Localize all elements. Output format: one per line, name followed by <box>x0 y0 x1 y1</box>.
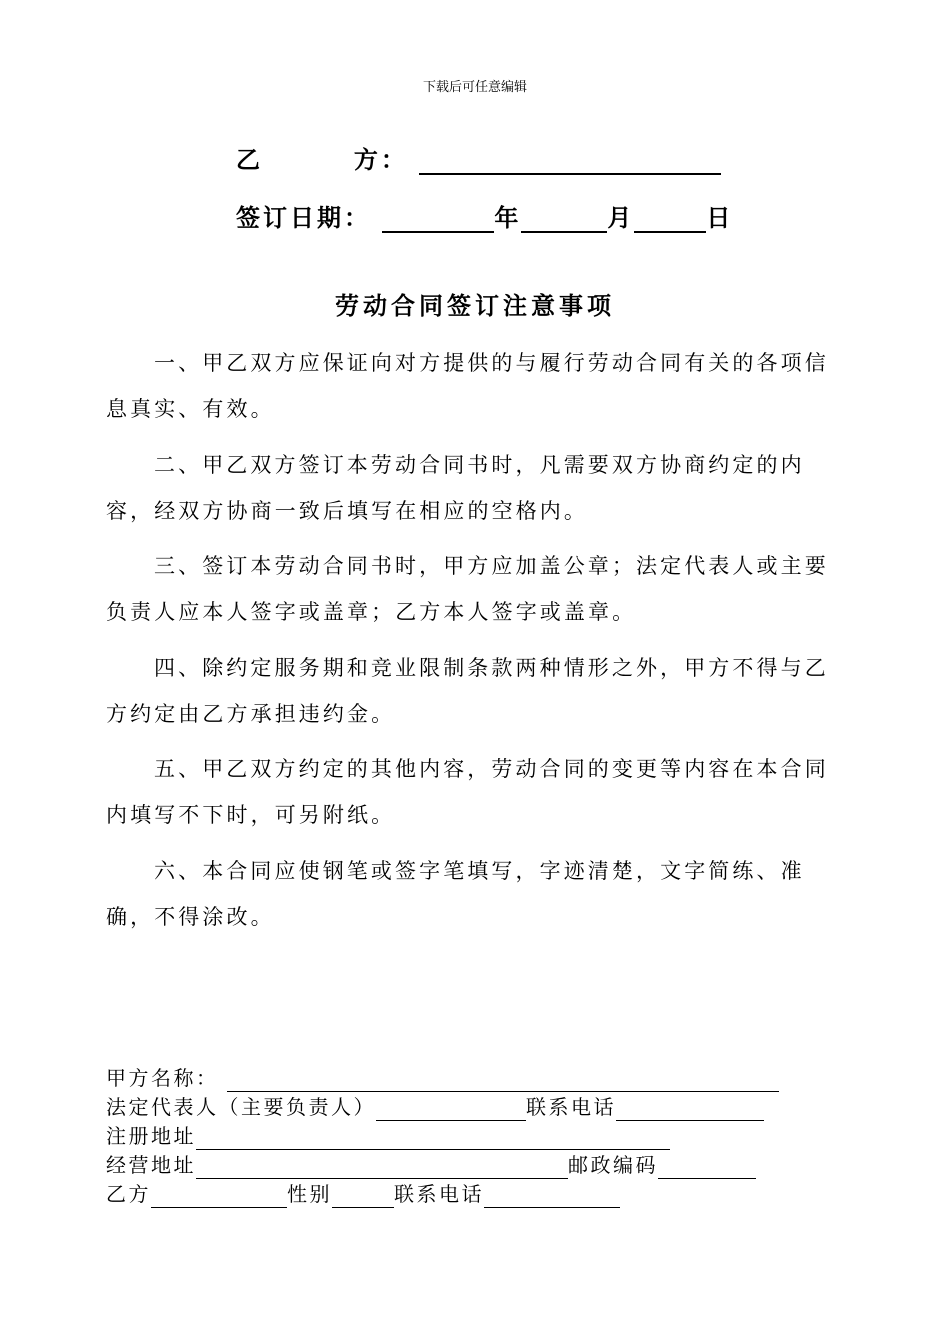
year-blank[interactable] <box>382 207 494 233</box>
month-label: 月 <box>607 203 635 232</box>
notice-paragraph-2: 二、甲乙双方签订本劳动合同书时，凡需要双方协商约定的内容，经双方协商一致后填写在相应的空格内。 <box>106 453 805 523</box>
biz-address-label: 经营地址 <box>106 1153 196 1177</box>
day-blank[interactable] <box>634 207 706 233</box>
party-b-signature-row <box>236 140 721 175</box>
legal-rep-label: 法定代表人（主要负责人） <box>106 1095 376 1119</box>
party-a-name-blank[interactable] <box>227 1069 779 1092</box>
party-b-row <box>106 1180 620 1208</box>
reg-address-blank[interactable] <box>196 1127 670 1150</box>
party-a-name-row <box>106 1064 779 1092</box>
postcode-blank[interactable] <box>658 1156 756 1179</box>
phone-blank[interactable] <box>616 1098 764 1121</box>
phone2-label: 联系电话 <box>394 1182 484 1206</box>
year-label: 年 <box>494 203 522 232</box>
notice-paragraph-5: 五、甲乙双方约定的其他内容，劳动合同的变更等内容在本合同内填写不下时，可另附纸。 <box>106 757 829 827</box>
reg-address-label: 注册地址 <box>106 1124 196 1148</box>
sign-date-row <box>236 198 733 233</box>
header-note: 下载后可任意编辑 <box>422 80 527 95</box>
postcode-label: 邮政编码 <box>568 1153 658 1177</box>
biz-address-blank[interactable] <box>196 1156 568 1179</box>
sign-date-label: 签订日期： <box>236 203 371 232</box>
month-blank[interactable] <box>521 207 607 233</box>
party-b-label-2: 乙方 <box>106 1182 151 1206</box>
party-b-blank[interactable] <box>151 1185 287 1208</box>
day-label: 日 <box>706 203 734 232</box>
notice-paragraph-3: 三、签订本劳动合同书时，甲方应加盖公章；法定代表人或主要负责人应本人签字或盖章；乙方本人签字或盖章。 <box>106 554 829 624</box>
legal-rep-row <box>106 1093 764 1121</box>
page-title: 劳动合同签订注意事项 <box>335 291 615 320</box>
notice-paragraph-6: 六、本合同应使钢笔或签字笔填写，字迹清楚，文字简练、准确，不得涂改。 <box>106 859 805 929</box>
phone-label: 联系电话 <box>526 1095 616 1119</box>
biz-address-row <box>106 1151 756 1179</box>
reg-address-row <box>106 1122 670 1150</box>
notice-paragraph-4: 四、除约定服务期和竞业限制条款两种情形之外，甲方不得与乙方约定由乙方承担违约金。 <box>106 656 829 726</box>
gender-blank[interactable] <box>332 1185 394 1208</box>
party-b-label: 乙 方： <box>236 145 408 174</box>
party-a-name-label: 甲方名称： <box>106 1066 219 1090</box>
phone2-blank[interactable] <box>484 1185 620 1208</box>
legal-rep-blank[interactable] <box>376 1098 526 1121</box>
notice-paragraph-1: 一、甲乙双方应保证向对方提供的与履行劳动合同有关的各项信息真实、有效。 <box>106 351 829 421</box>
gender-label: 性别 <box>287 1182 332 1206</box>
party-b-signature-blank[interactable] <box>419 149 721 175</box>
